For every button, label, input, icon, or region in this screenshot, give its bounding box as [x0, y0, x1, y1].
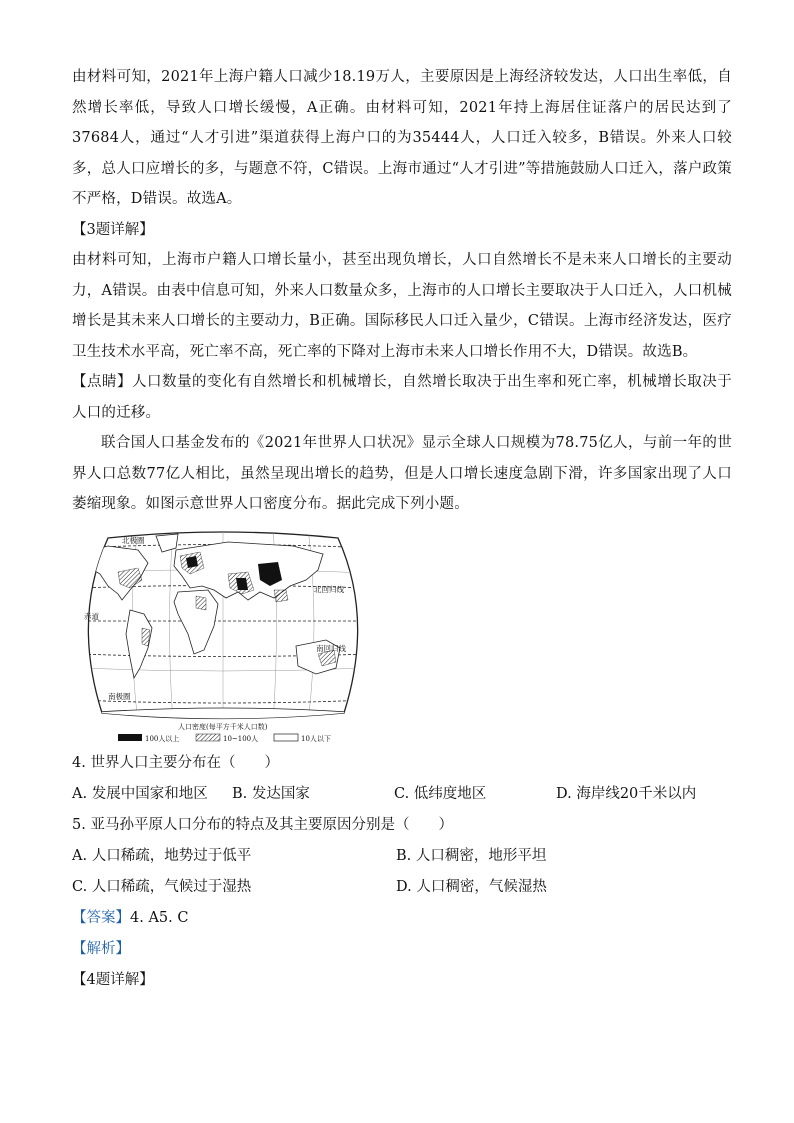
legend-swatch-medium	[196, 734, 220, 741]
q4-option-c[interactable]: C. 低纬度地区	[394, 785, 487, 802]
answer-tag: 【答案】	[72, 909, 130, 926]
q4-option-a[interactable]: A. 发展中国家和地区	[72, 785, 208, 802]
question-4-stem: 4. 世界人口主要分布在（ ）	[72, 754, 279, 771]
analysis-tag: 【解析】	[72, 940, 130, 957]
world-population-density-map	[78, 528, 368, 746]
legend-medium: 10~100人	[223, 734, 259, 743]
question-4-options	[72, 779, 732, 810]
answer-line	[72, 903, 732, 934]
label-arctic-circle: 北极圈	[122, 535, 145, 545]
label-equator: 赤道	[84, 611, 99, 621]
heading-q3-detail: 【3题详解】	[72, 221, 154, 238]
label-tropic-cancer: 北回归线	[314, 584, 344, 594]
label-tropic-capricorn: 南回归线	[316, 643, 346, 653]
answer-text: 4. A5. C	[130, 909, 189, 926]
paragraph-q3-explanation: 由材料可知，上海市户籍人口增长量小，甚至出现负增长，人口自然增长不是未来人口增长的主要动力，A错误。由表中信息可知，外来人口数量众多，上海市的人口增长主要取决于人口迁入，人口机械增长是其未来人口增长的主要动力，B正确。国际移民人口迁入量少，C错误。上海市经济发达，医疗卫生技术水平高，死亡率不高，死亡率的下降对上海市未来人口增长作用不大，D错误。故选B。	[72, 252, 732, 360]
heading-q4-detail: 【4题详解】	[72, 971, 154, 988]
legend-low: 10人以下	[301, 734, 331, 743]
q4-option-d[interactable]: D. 海岸线20千米以内	[556, 785, 697, 802]
legend-swatch-low	[274, 734, 298, 741]
paragraph-q2-explanation: 由材料可知，2021年上海户籍人口减少18.19万人，主要原因是上海经济较发达，人口出生率低，自然增长率低，导致人口增长缓慢，A正确。由材料可知，2021年持上海居住证落户的居民达到了37684人，通过“人才引进”渠道获得上海户口的为35444人，人口迁入较多，B错误。外来人口较多，总人口应增长的多，与题意不符，C错误。上海市通过“人才引进”等措施鼓励人口迁入，落户政策不严格，D错误。故选A。	[72, 69, 732, 207]
dianjing-tag: 【点睛】	[72, 374, 133, 390]
legend-high: 100人以上	[145, 734, 180, 743]
q5-option-b[interactable]: B. 人口稠密，地形平坦	[396, 847, 547, 864]
document-page	[72, 62, 732, 996]
question-5-stem: 5. 亚马孙平原人口分布的特点及其主要原因分别是（ ）	[72, 816, 453, 833]
question-5-options-row1	[72, 841, 732, 872]
q4-option-b[interactable]: B. 发达国家	[232, 785, 310, 802]
paragraph-intro: 联合国人口基金发布的《2021年世界人口状况》显示全球人口规模为78.75亿人，与前一年的世界人口总数77亿人相比，虽然呈现出增长的趋势，但是人口增长速度急剧下滑，许多国家出现了人口萎缩现象。如图示意世界人口密度分布。据此完成下列小题。	[72, 435, 732, 512]
label-antarctic-circle: 南极圈	[108, 691, 131, 701]
question-5-options-row2	[72, 872, 732, 903]
dianjing-text: 人口数量的变化有自然增长和机械增长，自然增长取决于出生率和死亡率，机械增长取决于人口的迁移。	[72, 374, 732, 421]
paragraph-dianjing	[72, 367, 732, 428]
q5-option-d[interactable]: D. 人口稠密，气候湿热	[396, 878, 547, 895]
q5-option-c[interactable]: C. 人口稀疏，气候过于湿热	[72, 878, 252, 895]
legend-swatch-high	[118, 734, 142, 741]
q5-option-a[interactable]: A. 人口稀疏，地势过于低平	[72, 847, 252, 864]
legend-title: 人口密度(每平方千米人口数)	[178, 722, 268, 731]
